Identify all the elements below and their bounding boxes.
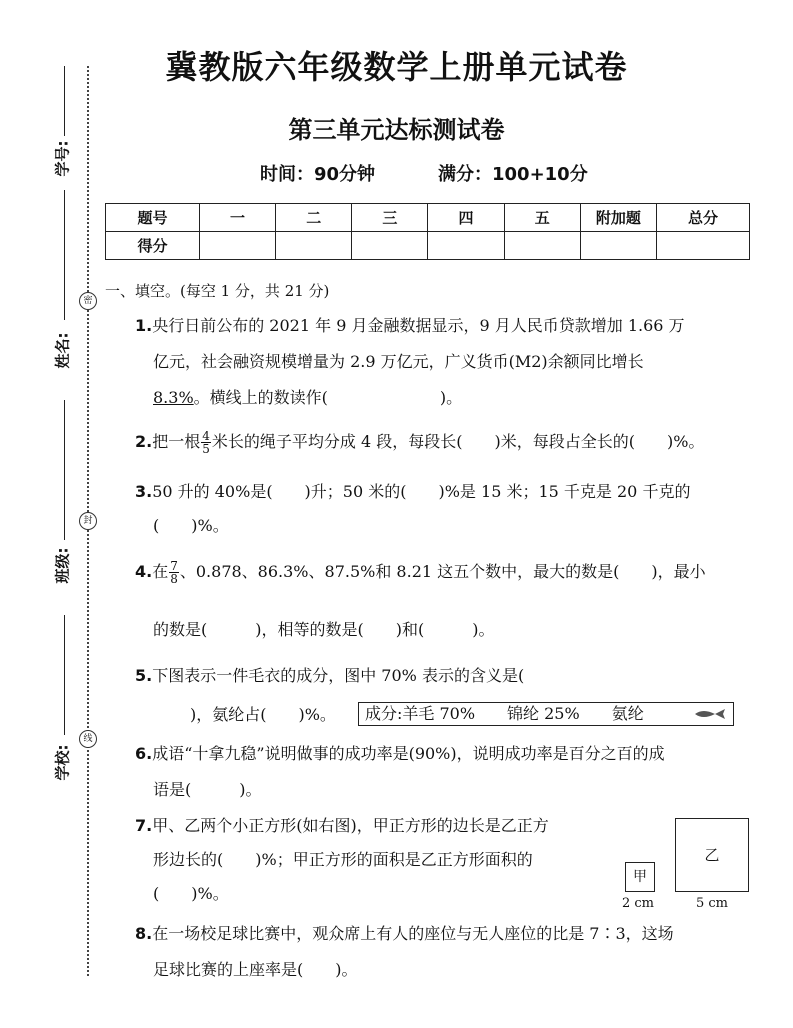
question-5-line-1	[135, 666, 524, 686]
class-blank	[64, 400, 65, 540]
question-6-line-2: 语是( )。	[153, 780, 262, 799]
score-header-cell: 附加题	[580, 204, 656, 232]
score-cell[interactable]	[580, 232, 656, 260]
underlined-number: 8.3%	[153, 388, 194, 407]
question-6-line-1	[135, 744, 665, 764]
question-2	[135, 430, 704, 455]
score-table	[105, 203, 750, 260]
question-text: 、0.878、86.3%、87.5%和 8.21 这五个数中，最大的数是( )，最小	[179, 562, 706, 581]
question-number: 4.	[135, 562, 153, 581]
fraction	[201, 430, 211, 455]
question-number: 1.	[135, 316, 153, 335]
question-text: 成语“十拿九稳”说明做事的成功率是(90%)，说明成功率是百分之百的成	[152, 744, 665, 763]
question-1-line-1	[135, 316, 685, 336]
question-5-line-2: )，氨纶占( )%。	[190, 705, 336, 724]
question-text: 米长的绳子平均分成 4 段，每段长( )米，每段占全长的( )%。	[211, 432, 705, 451]
score-header-cell: 四	[428, 204, 504, 232]
score-header-cell: 三	[352, 204, 428, 232]
question-text: 央行日前公布的 2021 年 9 月金融数据显示，9 月人民币贷款增加 1.66 万	[152, 316, 685, 335]
question-3-line-2: ( )%。	[153, 516, 229, 535]
question-7-line-1	[135, 816, 549, 836]
school-label: 学校:	[53, 744, 72, 781]
name-blank	[64, 190, 65, 320]
score-cell[interactable]	[199, 232, 275, 260]
seal-hole-feng: 封	[79, 512, 97, 530]
score-header-cell: 题号	[106, 204, 200, 232]
score-header-cell: 五	[504, 204, 580, 232]
square-yi: 乙	[675, 818, 749, 892]
class-label: 班级:	[53, 547, 72, 584]
question-text: 50 升的 40%是( )升；50 米的( )%是 15 米；15 千克是 20 千克的	[152, 482, 691, 501]
question-7-line-2: 形边长的( )%；甲正方形的面积是乙正方形面积的	[153, 850, 533, 869]
question-number: 7.	[135, 816, 153, 835]
page-title: 冀教版六年级数学上册单元试卷	[165, 48, 628, 86]
fraction	[169, 560, 179, 585]
question-1-line-3	[153, 388, 462, 408]
question-number: 2.	[135, 432, 153, 451]
fish-icon	[693, 708, 727, 720]
fraction-numerator: 4	[202, 429, 210, 443]
question-1-line-2: 亿元，社会融资规模增量为 2.9 万亿元，广义货币(M2)余额同比增长	[153, 352, 644, 371]
question-number: 3.	[135, 482, 153, 501]
fraction-denominator: 5	[202, 442, 210, 456]
question-text: 。横线上的数读作( )。	[193, 388, 463, 407]
student-number-label: 学号:	[53, 140, 72, 177]
page-subtitle: 第三单元达标测试卷	[288, 116, 505, 144]
question-text: 在一场校足球比赛中，观众席上有人的座位与无人座位的比是 7∶3，这场	[152, 924, 674, 943]
question-text: 下图表示一件毛衣的成分，图中 70% 表示的含义是(	[152, 666, 525, 685]
question-number: 8.	[135, 924, 153, 943]
score-cell[interactable]	[276, 232, 352, 260]
score-header-cell: 一	[199, 204, 275, 232]
question-4-line-1	[135, 560, 706, 585]
score-table-header-row	[106, 204, 750, 232]
exam-time: 时间：90分钟	[260, 164, 376, 185]
question-3-line-1	[135, 482, 690, 502]
section-heading: 一、填空。(每空 1 分，共 21 分)	[105, 282, 330, 300]
square-jia: 甲	[625, 862, 655, 892]
score-cell[interactable]	[352, 232, 428, 260]
question-number: 5.	[135, 666, 153, 685]
exam-full-score: 满分：100+10分	[438, 164, 588, 185]
question-8-line-2: 足球比赛的上座率是( )。	[153, 960, 358, 979]
seal-hole-xian: 线	[79, 730, 97, 748]
fabric-label-text: 成分:羊毛 70% 锦纶 25% 氨纶	[365, 704, 644, 723]
score-cell[interactable]	[428, 232, 504, 260]
score-header-cell: 二	[276, 204, 352, 232]
seal-hole-mi: 密	[79, 292, 97, 310]
question-text: 把一根	[152, 432, 201, 451]
fraction-numerator: 7	[170, 559, 178, 573]
score-cell[interactable]	[656, 232, 749, 260]
score-table-score-row	[106, 232, 750, 260]
question-7-line-3: ( )%。	[153, 884, 229, 903]
square-yi-length: 5 cm	[696, 896, 729, 911]
score-cell[interactable]	[504, 232, 580, 260]
question-text: 甲、乙两个小正方形(如右图)，甲正方形的边长是乙正方	[152, 816, 549, 835]
score-row-label: 得分	[106, 232, 200, 260]
question-text: 在	[152, 562, 169, 581]
question-4-line-2: 的数是( )，相等的数是( )和( )。	[153, 620, 495, 639]
school-blank	[64, 615, 65, 735]
fabric-label-box	[358, 702, 734, 726]
question-8-line-1	[135, 924, 674, 944]
fraction-denominator: 8	[170, 572, 178, 586]
square-jia-length: 2 cm	[622, 896, 655, 911]
name-label: 姓名:	[53, 332, 72, 369]
score-header-cell: 总分	[656, 204, 749, 232]
question-number: 6.	[135, 744, 153, 763]
